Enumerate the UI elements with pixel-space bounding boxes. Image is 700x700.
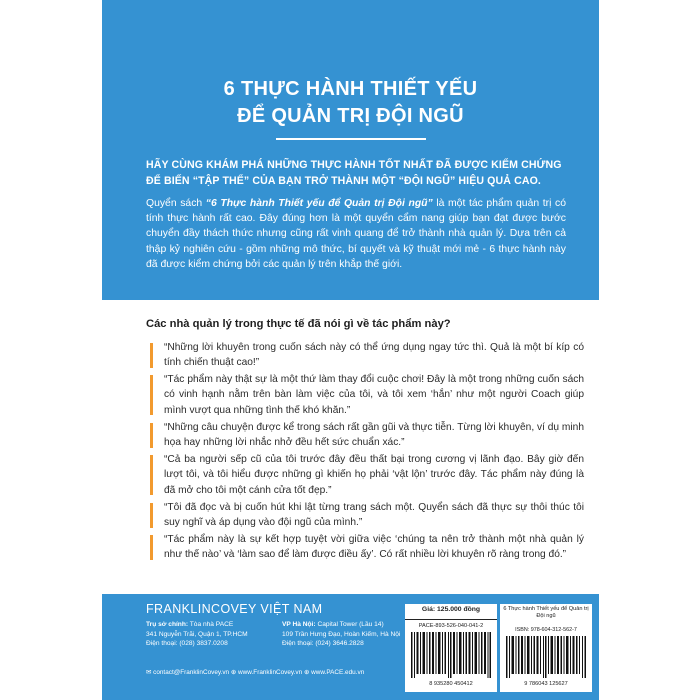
review-quote: “Tác phẩm này là sự kết hợp tuyệt vời giữa việc ‘chúng ta nên trở thành một nhà quản lý như thế nào’ và ‘làm sao để làm được điều ấy’. Có rất nhiều lời khuyên rõ ràng trong đó.”: [150, 532, 584, 563]
review-quote: “Cả ba người sếp cũ của tôi trước đây đều thất bại trong cương vị lãnh đạo. Bây giờ đến lượt tôi, và tôi hiểu được những gì khiến họ phải ‘vật lộn’ trước đây. Tác phẩm này đúng là đã mở cho tôi một cánh cửa tốt đẹp.”: [150, 452, 584, 498]
top-blue-panel: [102, 0, 599, 300]
hn-phone: Điện thoại: (024) 3646.2828: [282, 640, 364, 648]
reviews-question: Các nhà quản lý trong thực tế đã nói gì về tác phẩm này?: [146, 318, 451, 330]
review-quote: “Những lời khuyên trong cuốn sách này có thể ứng dụng ngay tức thì. Quả là một bí kíp có tính chiến thuật cao!”: [150, 340, 584, 371]
price-code: PACE-893-526-040-041-2: [418, 623, 484, 629]
isbn-label: ISBN: 978-604-312-562-7: [515, 627, 577, 633]
book-title-line2: ĐỂ QUẢN TRỊ ĐỘI NGŨ: [237, 105, 464, 127]
hq-address: [146, 620, 276, 649]
price-divider: [405, 619, 497, 620]
intro-book-name: “6 Thực hành Thiết yếu để Quản trị Đội ngũ”: [205, 198, 433, 209]
price-box: [405, 604, 497, 692]
book-title-line1: 6 THỰC HÀNH THIẾT YẾU: [223, 78, 478, 100]
intro-heading: HÃY CÙNG KHÁM PHÁ NHỮNG THỰC HÀNH TỐT NHẤT ĐÃ ĐƯỢC KIỂM CHỨNG ĐỂ BIẾN “TẬP THỂ” CỦA BẠN TRỞ THÀNH MỘT “ĐỘI NGŨ” HIỆU QUẢ CAO.: [146, 159, 562, 187]
hn-addr1: Capital Tower (Lầu 14): [317, 621, 384, 628]
intro-body-suffix: là một tác phẩm quản trị có tính thực hành rất cao. Đây đúng hơn là một quyển cẩm nang giúp bạn đạt được bước chuyển đầy thách thức nhưng cũng rất vinh quang để trở thành nhà quản lý. Dựa trên cả thập kỷ nghiên cứu - gồm những mô thức, bí quyết và kỹ thuật mới mẻ - 6 thực hành này đã được kiểm chứng bởi các quản lý trên khắp thế giới.: [146, 198, 566, 270]
price-label: Giá: 125.000 đồng: [421, 606, 481, 613]
isbn-book-title: 6 Thực hành Thiết yếu để Quản trị Đội ngũ: [503, 606, 589, 619]
hq-label: Trụ sở chính:: [146, 621, 189, 628]
review-quote: “Tác phẩm này thật sự là một thứ làm thay đổi cuộc chơi! Đây là một trong những cuốn sách có vinh hạnh nằm trên bàn làm việc của tôi, và tôi xem ‘hắn’ như một người Coach giúp mình vượt qua những tình thế khó khăn.”: [150, 372, 584, 418]
hn-label: VP Hà Nội:: [282, 621, 316, 628]
barcode-icon: [411, 632, 491, 678]
hn-addr2: 109 Trần Hưng Đạo, Hoàn Kiếm, Hà Nội: [282, 630, 401, 638]
intro-body-prefix: Quyển sách: [146, 198, 206, 209]
intro-body: [146, 196, 566, 272]
isbn-barcode-icon: [506, 636, 586, 678]
footer-blue-panel: [102, 594, 599, 700]
hq-phone: Điện thoại: (028) 3837.0208: [146, 640, 228, 648]
review-quote: “Tôi đã đọc và bị cuốn hút khi lật từng trang sách một. Quyển sách đã thực sự thôi thúc tôi suy nghĩ và áp dụng vào đội ngũ của mình.”: [150, 500, 584, 531]
hq-addr1: Tòa nhà PACE: [189, 621, 234, 628]
publisher-brand: FRANKLINCOVEY VIỆT NAM: [146, 602, 323, 616]
hn-address: [282, 620, 412, 649]
isbn-box: [500, 604, 592, 692]
isbn-barcode-number: 9 786043 125627: [524, 681, 568, 687]
title-divider: [276, 138, 426, 140]
review-quote: “Những câu chuyện được kể trong sách rất gần gũi và thực tiễn. Từng lời khuyên, ví dụ minh họa hay những lời nhắc nhở đều hết sức chuẩn xác.”: [150, 420, 584, 451]
book-back-cover: [102, 0, 599, 700]
hq-addr2: 341 Nguyễn Trãi, Quận 1, TP.HCM: [146, 630, 248, 638]
contact-links: ✉ contact@FranklinCovey.vn ⊕ www.FranklinCovey.vn ⊕ www.PACE.edu.vn: [146, 669, 365, 676]
barcode-number: 8 935280 450412: [429, 681, 473, 687]
